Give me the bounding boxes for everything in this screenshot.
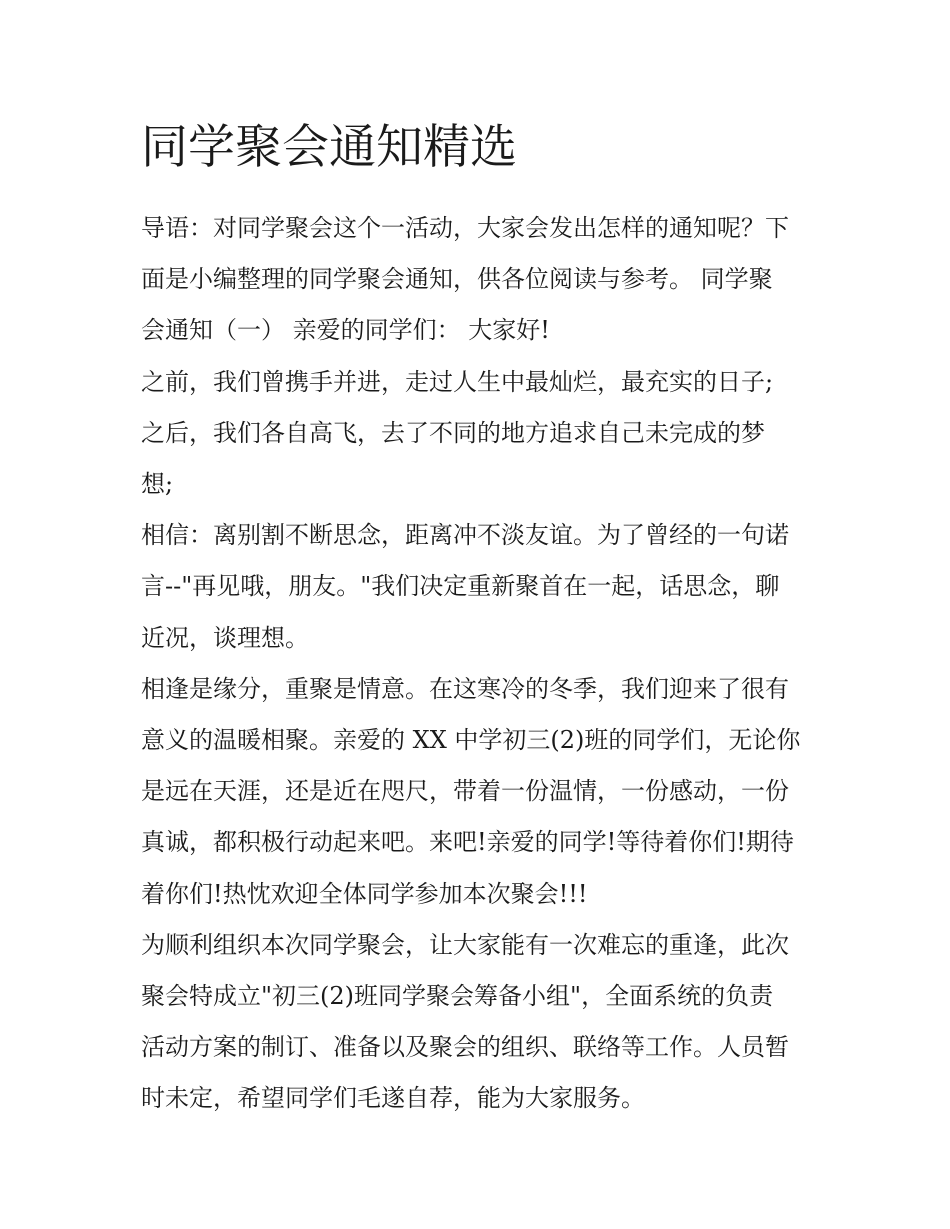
paragraph-intro bbox=[141, 203, 813, 357]
text-line: 导语：对同学聚会这个一活动，大家会发出怎样的通知呢？下 bbox=[141, 214, 789, 242]
text-line: 相逢是缘分，重聚是情意。在这寒冷的冬季，我们迎来了很有 bbox=[141, 674, 789, 703]
text-line: 相信：离别割不断思念，距离冲不淡友谊。为了曾经的一句诺 bbox=[141, 521, 789, 550]
text-line: 是远在天涯，还是近在咫尺，带着一份温情，一份感动，一份 bbox=[141, 777, 789, 806]
paragraph-memories bbox=[141, 357, 813, 511]
document-body bbox=[141, 108, 813, 1125]
text-line: 想; bbox=[141, 470, 174, 499]
text-line: 面是小编整理的同学聚会通知，供各位阅读与参考。 同学聚 bbox=[141, 265, 773, 294]
text-line: 时未定，希望同学们毛遂自荐，能为大家服务。 bbox=[141, 1084, 645, 1113]
text-line: 为顺利组织本次同学聚会，让大家能有一次难忘的重逢，此次 bbox=[141, 930, 789, 959]
text-line: 活动方案的制订、准备以及聚会的组织、联络等工作。人员暂 bbox=[141, 1033, 789, 1062]
text-line: 意义的温暖相聚。亲爱的 XX 中学初三(2)班的同学们，无论你 bbox=[141, 726, 801, 755]
paragraph-invitation bbox=[141, 664, 813, 920]
text-line: 言--"再见哦，朋友。"我们决定重新聚首在一起，话思念，聊 bbox=[141, 572, 780, 601]
text-line: 之后，我们各自高飞，去了不同的地方追求自己未完成的梦 bbox=[141, 418, 765, 447]
title-block bbox=[141, 108, 813, 203]
paragraph-organizing bbox=[141, 920, 813, 1125]
text-line: 真诚，都积极行动起来吧。来吧!亲爱的同学!等待着你们!期待 bbox=[141, 828, 794, 857]
text-line: 会通知（一） 亲爱的同学们： 大家好! bbox=[141, 316, 550, 345]
text-line: 近况，谈理想。 bbox=[141, 623, 309, 652]
paragraph-friendship bbox=[141, 510, 813, 664]
text-line: 聚会特成立"初三(2)班同学聚会筹备小组"，全面系统的负责 bbox=[141, 982, 774, 1011]
text-line: 之前，我们曾携手并进，走过人生中最灿烂，最充实的日子; bbox=[141, 367, 774, 396]
text-line: 着你们!热忱欢迎全体同学参加本次聚会!!! bbox=[141, 879, 588, 908]
document-title: 同学聚会通知精选 bbox=[141, 120, 517, 175]
